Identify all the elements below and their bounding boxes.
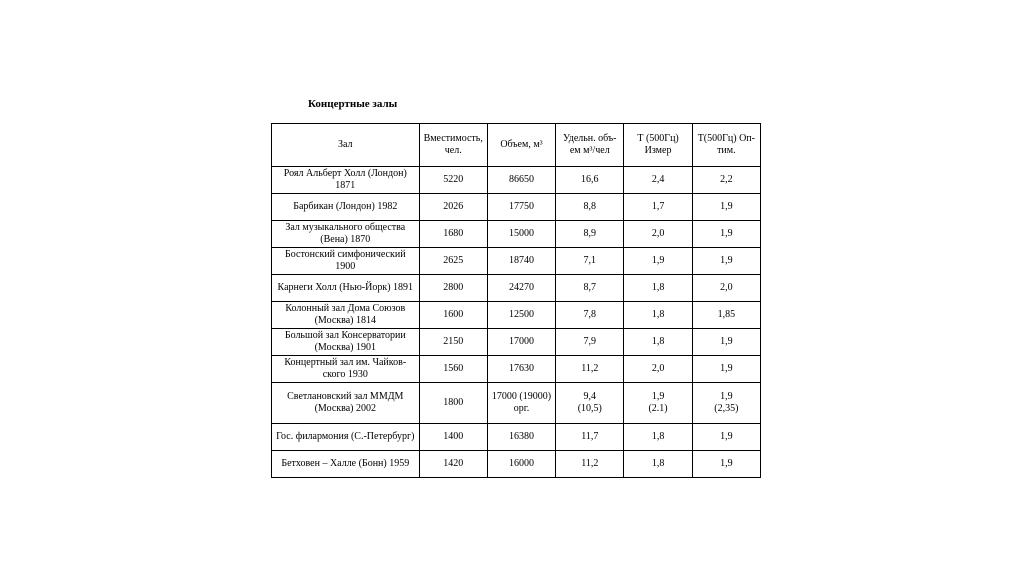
- table-row: [272, 248, 761, 275]
- cell-specific-volume: [556, 167, 624, 194]
- table-row: [272, 356, 761, 383]
- cell-t-measured-line: 1,8: [651, 309, 665, 320]
- cell-capacity: 1400: [419, 424, 487, 451]
- cell-hall-name: Светлановский зал ММДМ (Москва) 2002: [272, 383, 420, 424]
- cell-capacity: 1560: [419, 356, 487, 383]
- cell-t-optimal-line: 1,9: [720, 391, 733, 402]
- cell-specific-volume-line: 11,2: [581, 458, 599, 469]
- cell-capacity: 1680: [419, 221, 487, 248]
- cell-specific-volume-line: 11,2: [581, 363, 599, 374]
- table-row: [272, 451, 761, 478]
- cell-volume-line: 17000 (19000): [491, 391, 552, 402]
- cell-t-measured: [624, 451, 692, 478]
- cell-volume: [487, 302, 555, 329]
- cell-capacity: 2800: [419, 275, 487, 302]
- cell-hall-name: Бетховен – Халле (Бонн) 1959: [272, 451, 420, 478]
- cell-t-optimal: [692, 221, 760, 248]
- cell-specific-volume-line: 8,8: [583, 201, 597, 212]
- cell-t-optimal-line: 2,0: [720, 282, 733, 293]
- cell-volume-line: 16000: [509, 458, 534, 469]
- cell-hall-name: Барбикан (Лондон) 1982: [272, 194, 420, 221]
- cell-t-optimal-line: 1,9: [720, 201, 733, 212]
- cell-t-measured: [624, 275, 692, 302]
- cell-volume: [487, 167, 555, 194]
- cell-t-optimal: [692, 451, 760, 478]
- cell-specific-volume: [556, 356, 624, 383]
- cell-t-optimal: [692, 275, 760, 302]
- cell-t-measured: [624, 356, 692, 383]
- cell-t-measured-line: 1,9: [651, 391, 665, 402]
- cell-specific-volume-line: 8,7: [583, 282, 597, 293]
- header-t-measured: Т (500Гц) Измер: [624, 124, 692, 167]
- cell-specific-volume: [556, 275, 624, 302]
- cell-specific-volume-line: 7,1: [583, 255, 597, 266]
- header-hall-name: Зал: [272, 124, 420, 167]
- cell-specific-volume-line: 9,4: [583, 391, 597, 402]
- cell-volume: [487, 424, 555, 451]
- cell-specific-volume-line: 7,9: [583, 336, 597, 347]
- header-specific-volume: Удельн. объ-ем м³/чел: [556, 124, 624, 167]
- cell-t-optimal-line: 1,9: [720, 228, 733, 239]
- cell-t-measured: [624, 221, 692, 248]
- cell-t-optimal: [692, 248, 760, 275]
- cell-t-measured-line: 1,8: [651, 282, 665, 293]
- table-row: [272, 424, 761, 451]
- cell-volume: [487, 194, 555, 221]
- cell-specific-volume: [556, 302, 624, 329]
- cell-t-measured-line: 1,8: [651, 431, 665, 442]
- cell-volume: [487, 329, 555, 356]
- cell-t-measured: [624, 424, 692, 451]
- cell-volume-line: 17000: [509, 336, 534, 347]
- cell-t-measured-line: 1,8: [651, 458, 665, 469]
- cell-hall-name: Гос. филармония (С.-Петербург): [272, 424, 420, 451]
- cell-volume-line: 24270: [509, 282, 534, 293]
- cell-t-optimal-line: 1,85: [717, 309, 736, 320]
- cell-capacity: 1600: [419, 302, 487, 329]
- cell-volume-line: 16380: [509, 431, 534, 442]
- cell-hall-name: Роял Альберт Холл (Лондон) 1871: [272, 167, 420, 194]
- concert-halls-table: [271, 123, 761, 478]
- cell-specific-volume-line: 16,6: [581, 174, 599, 185]
- header-t-optimal: Т(500Гц) Оп-тим.: [692, 124, 760, 167]
- cell-capacity: 1420: [419, 451, 487, 478]
- cell-capacity: 1800: [419, 383, 487, 424]
- table-title: Концертные залы: [308, 98, 398, 110]
- table-row: [272, 275, 761, 302]
- cell-specific-volume: [556, 424, 624, 451]
- cell-specific-volume: [556, 329, 624, 356]
- cell-t-optimal-line: 2,2: [720, 174, 733, 185]
- table-header-row: [272, 124, 761, 167]
- cell-hall-name: Бостонский симфонический 1900: [272, 248, 420, 275]
- cell-t-optimal-line: (2,35): [714, 403, 739, 414]
- cell-volume-line: 12500: [509, 309, 534, 320]
- cell-t-optimal: [692, 329, 760, 356]
- table-row: [272, 302, 761, 329]
- cell-volume: [487, 248, 555, 275]
- cell-specific-volume-line: (10,5): [577, 403, 602, 414]
- cell-t-optimal-line: 1,9: [720, 336, 733, 347]
- cell-hall-name: Большой зал Консерватории (Москва) 1901: [272, 329, 420, 356]
- cell-t-optimal: [692, 194, 760, 221]
- cell-hall-name: Карнеги Холл (Нью-Йорк) 1891: [272, 275, 420, 302]
- cell-t-measured-line: (2.1): [648, 403, 668, 414]
- cell-t-measured: [624, 167, 692, 194]
- cell-t-optimal: [692, 424, 760, 451]
- cell-t-optimal-line: 1,9: [720, 458, 733, 469]
- cell-volume-line: 17630: [509, 363, 534, 374]
- table-row: [272, 221, 761, 248]
- cell-t-measured-line: 2,0: [651, 228, 665, 239]
- table-row: [272, 194, 761, 221]
- cell-capacity: 2625: [419, 248, 487, 275]
- cell-volume-line: 86650: [509, 174, 534, 185]
- cell-t-optimal: [692, 383, 760, 424]
- cell-volume: [487, 221, 555, 248]
- cell-hall-name: Зал музыкального общества (Вена) 1870: [272, 221, 420, 248]
- cell-t-measured: [624, 302, 692, 329]
- cell-specific-volume: [556, 194, 624, 221]
- cell-t-optimal: [692, 302, 760, 329]
- cell-t-measured-line: 2,0: [651, 363, 665, 374]
- cell-volume: [487, 451, 555, 478]
- cell-volume-line: 18740: [509, 255, 534, 266]
- header-capacity: Вместимость, чел.: [419, 124, 487, 167]
- cell-t-measured-line: 2,4: [651, 174, 665, 185]
- cell-volume-line: 17750: [509, 201, 534, 212]
- cell-specific-volume-line: 7,8: [583, 309, 597, 320]
- cell-capacity: 2150: [419, 329, 487, 356]
- cell-volume: [487, 383, 555, 424]
- cell-specific-volume: [556, 451, 624, 478]
- cell-specific-volume-line: 8,9: [583, 228, 597, 239]
- cell-t-optimal-line: 1,9: [720, 431, 733, 442]
- cell-hall-name: Концертный зал им. Чайков-ского 1930: [272, 356, 420, 383]
- cell-hall-name: Колонный зал Дома Союзов (Москва) 1814: [272, 302, 420, 329]
- cell-specific-volume-line: 11,7: [581, 431, 599, 442]
- cell-t-measured-line: 1,7: [651, 201, 665, 212]
- cell-capacity: 5220: [419, 167, 487, 194]
- table-row: [272, 167, 761, 194]
- cell-t-optimal: [692, 167, 760, 194]
- cell-t-measured: [624, 329, 692, 356]
- cell-capacity: 2026: [419, 194, 487, 221]
- cell-t-optimal-line: 1,9: [720, 255, 733, 266]
- cell-t-measured: [624, 383, 692, 424]
- cell-volume-line: 15000: [509, 228, 534, 239]
- cell-t-optimal-line: 1,9: [720, 363, 733, 374]
- cell-volume: [487, 356, 555, 383]
- cell-specific-volume: [556, 383, 624, 424]
- header-volume: Объем, м³: [487, 124, 555, 167]
- cell-specific-volume: [556, 221, 624, 248]
- cell-volume-line: орг.: [513, 403, 530, 414]
- table-row: [272, 329, 761, 356]
- cell-t-measured-line: 1,9: [651, 255, 665, 266]
- cell-volume: [487, 275, 555, 302]
- cell-specific-volume: [556, 248, 624, 275]
- cell-t-measured: [624, 194, 692, 221]
- cell-t-measured: [624, 248, 692, 275]
- table-row: [272, 383, 761, 424]
- cell-t-measured-line: 1,8: [651, 336, 665, 347]
- cell-t-optimal: [692, 356, 760, 383]
